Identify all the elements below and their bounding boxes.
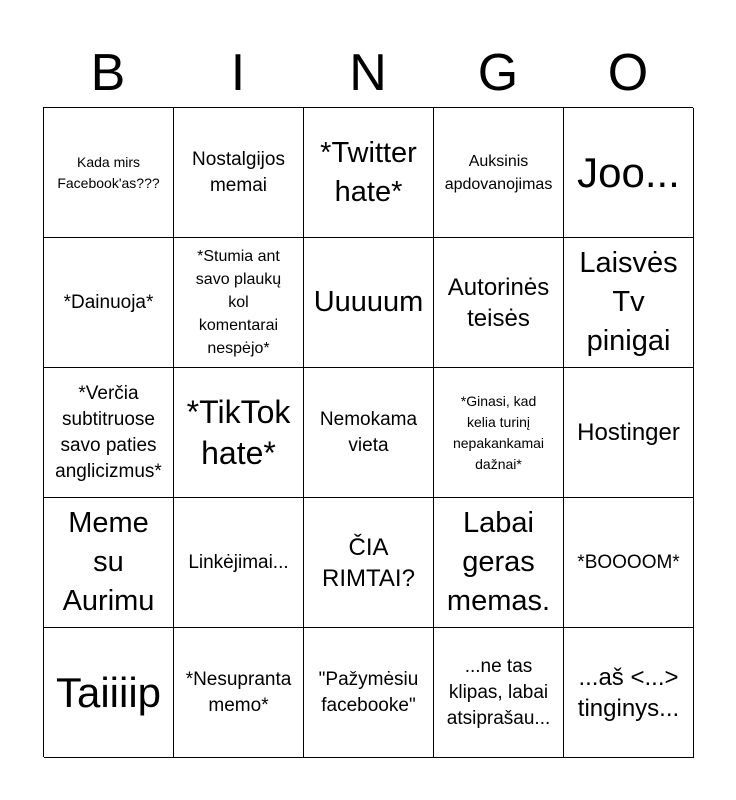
bingo-cell-r3-c1[interactable] <box>44 368 174 498</box>
cell-label: *Stumia ant savo plaukų kol komentarai nespėjo* <box>195 248 282 357</box>
bingo-cell-r2-c1[interactable] <box>44 238 174 368</box>
cell-label: ...aš <...> tinginys... <box>577 663 680 722</box>
cell-label: Hostinger <box>577 419 680 446</box>
cell-label: ČIA RIMTAI? <box>322 533 415 592</box>
bingo-board <box>43 107 693 757</box>
cell-label: ...ne tas klipas, labai atsiprašau... <box>446 655 551 729</box>
bingo-cell-r4-c2[interactable] <box>174 498 304 628</box>
bingo-cell-r4-c3[interactable] <box>304 498 434 628</box>
bingo-cell-r3-c5[interactable] <box>564 368 694 498</box>
cell-label: Uuuuum <box>313 286 424 318</box>
bingo-cell-r3-c2[interactable] <box>174 368 304 498</box>
bingo-cell-r5-c4[interactable] <box>434 628 564 758</box>
cell-label: Autorinės teisės <box>447 273 550 332</box>
bingo-cell-r1-c4[interactable] <box>434 108 564 238</box>
bingo-cell-r5-c5[interactable] <box>564 628 694 758</box>
header-letter-n: N <box>349 44 387 102</box>
bingo-cell-r5-c3[interactable] <box>304 628 434 758</box>
cell-label: *BOOOOM* <box>577 551 680 573</box>
bingo-cell-r5-c2[interactable] <box>174 628 304 758</box>
cell-label: *TikTok hate* <box>186 393 291 471</box>
cell-label: Laisvės Tv pinigai <box>579 247 678 357</box>
bingo-cell-r1-c3[interactable] <box>304 108 434 238</box>
cell-label: *Nesupranta memo* <box>185 668 292 716</box>
cell-label: *Ginasi, kad kelia turinį nepakankamai dažnai* <box>452 392 545 472</box>
bingo-cell-r2-c3[interactable] <box>304 238 434 368</box>
cell-label: Meme su Aurimu <box>62 507 155 617</box>
bingo-cell-r2-c5[interactable] <box>564 238 694 368</box>
header-letter-g: G <box>477 44 519 102</box>
cell-label: Auksinis apdovanojimas <box>444 152 553 193</box>
bingo-cell-r1-c1[interactable] <box>44 108 174 238</box>
cell-label: Kada mirs Facebook'as??? <box>57 153 160 191</box>
cell-label: Joo... <box>577 148 680 196</box>
cell-label: Linkėjimai... <box>188 551 289 573</box>
cell-label: Nemokama vieta <box>319 408 418 456</box>
bingo-cell-r2-c2[interactable] <box>174 238 304 368</box>
bingo-cell-r3-c3[interactable] <box>304 368 434 498</box>
bingo-cell-r2-c4[interactable] <box>434 238 564 368</box>
header-letter-i: I <box>230 44 246 102</box>
cell-label: *Dainuoja* <box>63 291 154 313</box>
header-letter-o: O <box>607 44 649 102</box>
cell-label: *Twitter hate* <box>320 136 417 208</box>
bingo-cell-r3-c4[interactable] <box>434 368 564 498</box>
bingo-cell-r4-c5[interactable] <box>564 498 694 628</box>
bingo-cell-r1-c2[interactable] <box>174 108 304 238</box>
bingo-cell-r4-c1[interactable] <box>44 498 174 628</box>
bingo-cell-r4-c4[interactable] <box>434 498 564 628</box>
cell-label: Taiiiip <box>55 668 162 716</box>
cell-label: *Verčia subtitruose savo paties anglicizmus* <box>55 382 162 482</box>
cell-label: "Pažymėsiu facebooke" <box>318 668 419 716</box>
header-letter-b: B <box>90 44 126 102</box>
cell-label: Nostalgijos memai <box>192 148 285 196</box>
bingo-header <box>43 42 693 104</box>
bingo-cell-r5-c1[interactable] <box>44 628 174 758</box>
cell-label: Labai geras memas. <box>446 507 551 617</box>
bingo-cell-r1-c5[interactable] <box>564 108 694 238</box>
